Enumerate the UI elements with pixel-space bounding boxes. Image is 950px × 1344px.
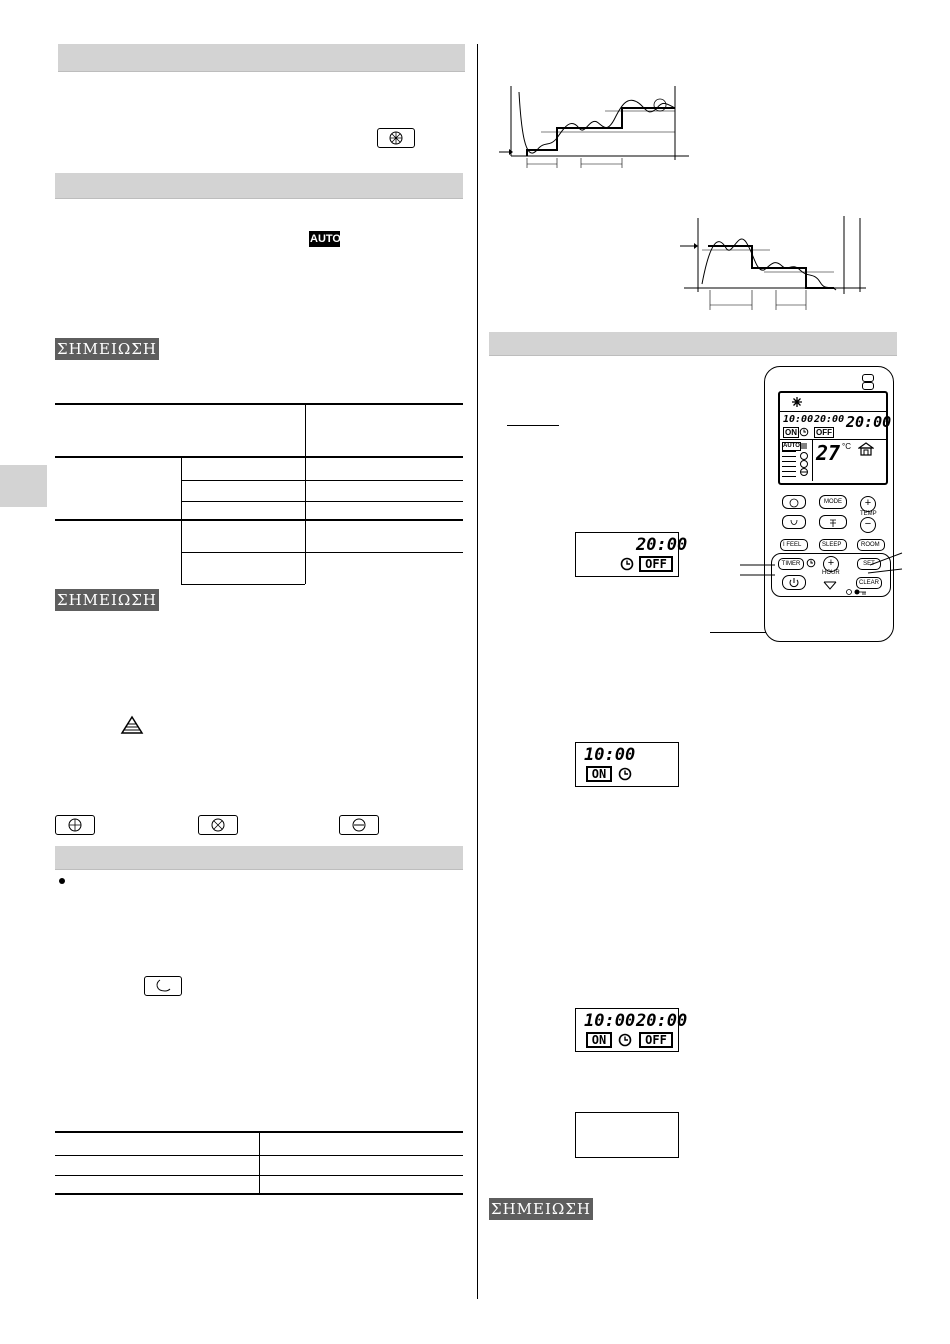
- remote-temp-unit: °C: [842, 442, 851, 451]
- lcd-off-timer: [575, 532, 688, 577]
- section-header-bar-2: [55, 173, 463, 199]
- note-badge-3: ΣΗΜΕΙΩΣΗ: [490, 1200, 592, 1218]
- ifeel-label: I FEEL: [783, 542, 802, 548]
- clock-icon: [799, 427, 809, 437]
- lcd-blank: [575, 1112, 679, 1158]
- sleep-label: SLEEP: [822, 542, 842, 548]
- cooling-temperature-diagram: [497, 78, 692, 168]
- column-divider: [477, 44, 478, 1299]
- remote-clock: 20:00: [846, 413, 892, 431]
- remote-off-time: 20:00: [814, 414, 845, 425]
- remote-auto-label: AUTO: [783, 443, 800, 449]
- fan-button-icon: [377, 128, 415, 148]
- page-side-tab: [0, 465, 47, 507]
- timer-button[interactable]: TIMER: [778, 558, 804, 570]
- section-header-bar-3: [55, 846, 463, 870]
- clock-icon: [618, 767, 632, 781]
- lcd-on-timer: [575, 742, 679, 787]
- remote-on-label: ON: [785, 428, 797, 437]
- moon-icon: [145, 977, 181, 995]
- room-label: ROOM: [861, 542, 880, 548]
- ir-emitter-icon: [862, 382, 874, 390]
- lcd-combo-on-time: 10:00: [584, 1011, 636, 1031]
- fan-icon: [783, 497, 805, 509]
- lcd-on-time: 10:00: [584, 745, 636, 765]
- lcd-combo-on-label: ON: [586, 1032, 612, 1048]
- turbo-icon: [820, 517, 846, 529]
- remote-on-time: 10:00: [783, 414, 814, 425]
- bullet-point: [59, 878, 65, 884]
- remote-display: [778, 391, 892, 485]
- remote-off-label: OFF: [816, 428, 832, 437]
- fan-low-icon: [340, 816, 378, 834]
- fan-speed-button-3: [339, 815, 379, 835]
- fan-icon: [199, 816, 237, 834]
- note-badge-1: ΣΗΜΕΙΩΣΗ: [56, 340, 158, 358]
- lcd-off-time: 20:00: [636, 535, 688, 555]
- clear-button[interactable]: CLEAR: [856, 577, 882, 589]
- fan-icon: [378, 129, 414, 147]
- fan-level-icons: [799, 442, 809, 478]
- underline-mark-2: [710, 632, 766, 633]
- remote-temperature: 27: [816, 441, 841, 465]
- section-header-bar-1: [58, 44, 465, 72]
- auto-mode-badge: AUTO: [310, 233, 341, 245]
- fan-speed-button-1: [55, 815, 95, 835]
- lcd-on-label: ON: [586, 766, 612, 782]
- hour-label: HOUR: [822, 570, 840, 576]
- set-button[interactable]: SET: [857, 558, 881, 570]
- clock-icon: [618, 1033, 632, 1047]
- clock-icon: [620, 557, 634, 571]
- temp-down-button[interactable]: −: [860, 517, 876, 533]
- note-badge-2: ΣΗΜΕΙΩΣΗ: [56, 591, 158, 609]
- triangle-warning-icon: [120, 715, 144, 735]
- temp-label: TEMP: [860, 511, 877, 517]
- fan-button[interactable]: [782, 495, 806, 509]
- hour-up-button[interactable]: +: [823, 556, 839, 572]
- lcd-combo-off-time: 20:00: [636, 1011, 688, 1031]
- room-house-icon: [858, 442, 874, 456]
- mode-button[interactable]: MODE: [819, 495, 847, 509]
- ir-emitter-icon: [862, 374, 874, 382]
- fan-speed-button-2: [198, 815, 238, 835]
- lcd-off-label: OFF: [639, 556, 673, 572]
- cool-mode-icon: [791, 396, 803, 408]
- turbo-button[interactable]: [819, 515, 847, 529]
- remote-control: [764, 366, 894, 642]
- swing-button[interactable]: [782, 515, 806, 529]
- lcd-on-off-timer: [575, 1008, 688, 1052]
- heating-temperature-diagram: [674, 212, 870, 312]
- sleep-button-icon: [144, 976, 182, 996]
- underline-mark-1: [507, 425, 559, 426]
- swing-icon: [783, 517, 805, 529]
- section-header-bar-timer: [489, 332, 897, 356]
- fan-icon: [56, 816, 94, 834]
- temp-up-button[interactable]: +: [860, 496, 876, 512]
- lcd-combo-off-label: OFF: [639, 1032, 673, 1048]
- remote-callout-lines: [740, 545, 910, 590]
